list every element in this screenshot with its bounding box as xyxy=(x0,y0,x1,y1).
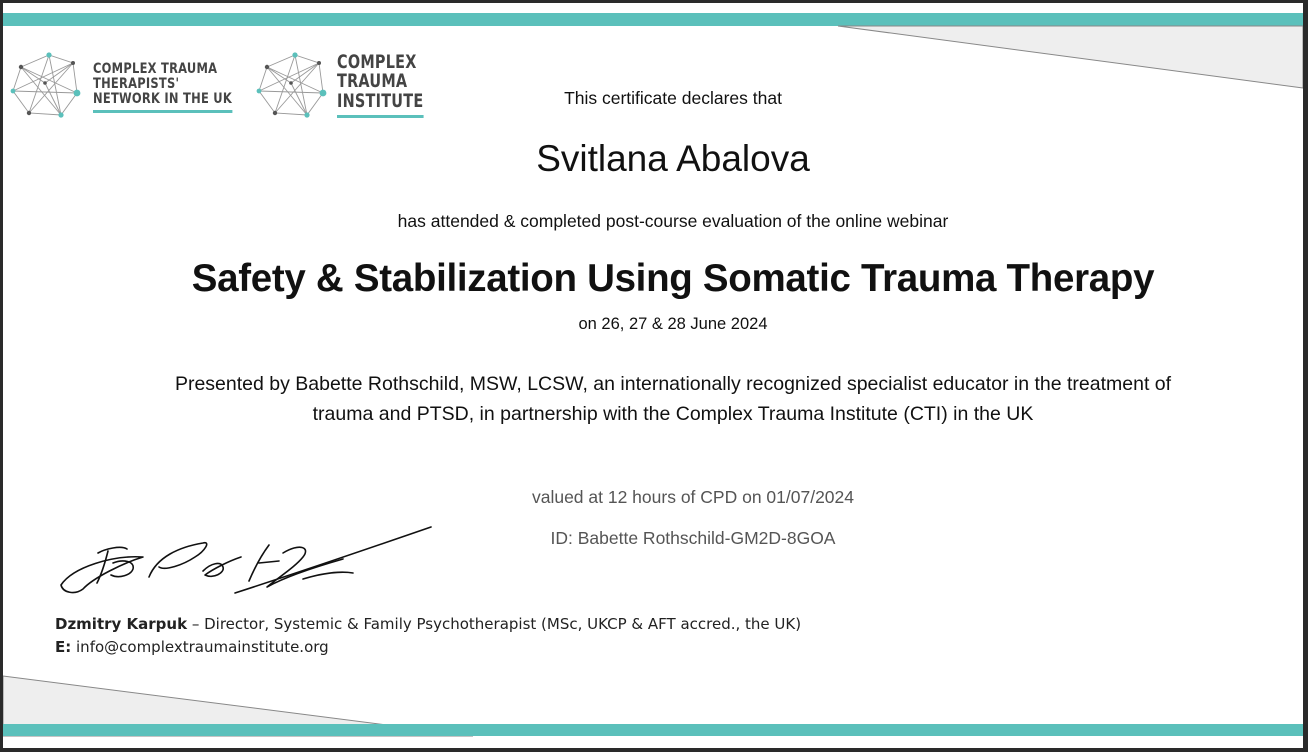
signatory-block xyxy=(55,613,801,659)
network-icon xyxy=(7,47,83,123)
recipient-name: Svitlana Abalova xyxy=(536,138,810,179)
logo-line: INSTITUTE xyxy=(337,90,424,112)
email-label: E: xyxy=(55,638,72,656)
signatory-name: Dzmitry Karpuk xyxy=(55,615,188,633)
top-right-grey-band xyxy=(838,26,1303,88)
course-dates: on 26, 27 & 28 June 2024 xyxy=(578,315,768,333)
signatory-role: – Director, Systemic & Family Psychotherapist (MSc, UKCP & AFT accred., the UK) xyxy=(187,615,802,633)
cpd-value: valued at 12 hours of CPD on 01/07/2024 xyxy=(531,487,855,507)
logo-complex-trauma-therapists-network xyxy=(7,47,263,123)
logo-complex-trauma-institute xyxy=(253,47,448,123)
bottom-teal-band xyxy=(3,724,1303,736)
logo-line: TRAUMA xyxy=(337,71,408,93)
logo-line: THERAPISTS' xyxy=(93,75,180,92)
logo-line: COMPLEX TRAUMA xyxy=(93,60,218,77)
presenter-line: Presented by Babette Rothschild, MSW, LCSW, an internationally recognized specialist educator in the treatment of xyxy=(174,373,1172,395)
signatory-email-line xyxy=(55,636,801,659)
signature-image xyxy=(53,523,438,608)
top-teal-band xyxy=(3,13,1303,26)
signatory-line xyxy=(55,613,801,636)
signatory-email: info@complextraumainstitute.org xyxy=(71,638,329,656)
certificate-id: ID: Babette Rothschild-GM2D-8GOA xyxy=(550,528,836,548)
course-title: Safety & Stabilization Using Somatic Trauma Therapy xyxy=(191,257,1155,300)
certificate-declares-text: This certificate declares that xyxy=(564,88,782,108)
presenter-statement xyxy=(103,369,1243,429)
logo-line: NETWORK IN THE UK xyxy=(93,90,232,107)
logo-line: COMPLEX xyxy=(337,51,417,73)
network-icon xyxy=(253,47,329,123)
attendance-statement: has attended & completed post-course evaluation of the online webinar xyxy=(397,211,949,231)
certificate xyxy=(3,3,1303,748)
presenter-line: trauma and PTSD, in partnership with the Complex Trauma Institute (CTI) in the UK xyxy=(312,403,1034,425)
